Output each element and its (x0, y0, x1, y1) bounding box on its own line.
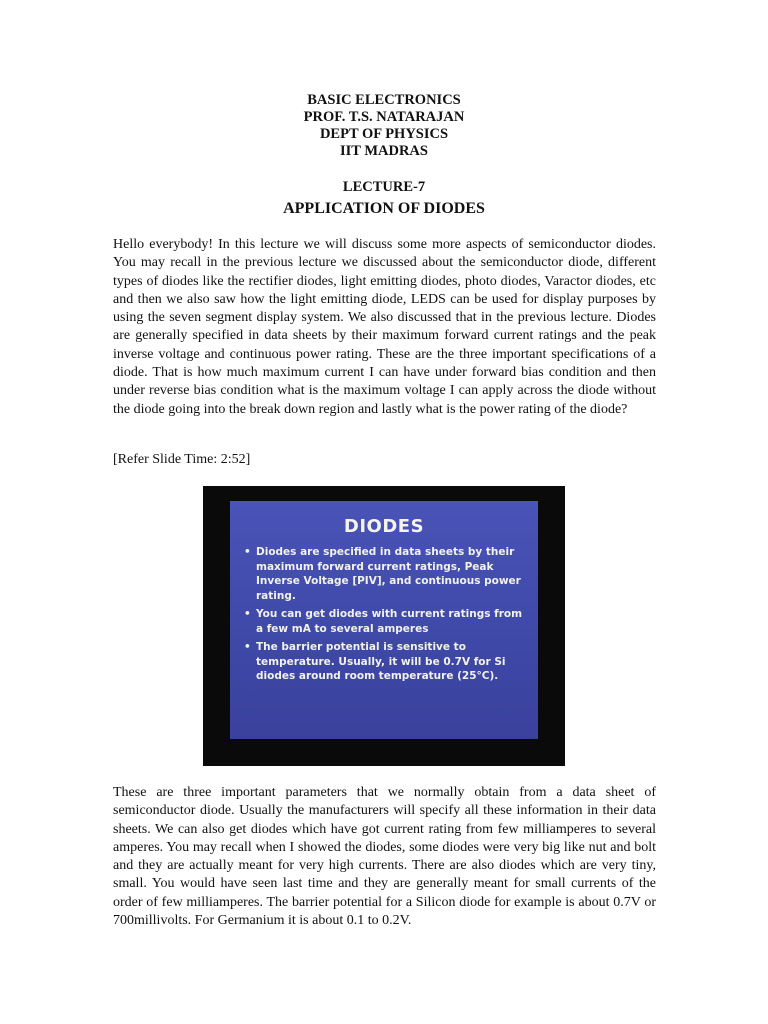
intro-paragraph: Hello everybody! In this lecture we will discuss some more aspects of semiconductor diodes. You may recall in the previous lecture we discussed about the semiconductor diode, different types of diodes like the rectifier diodes, light emitting diodes, photo diodes, Varactor diodes, etc and then we also saw how the light emitting diode, LEDS can be used for display purposes by using the seven segment display system. We also discussed that in the previous lecture. Diodes are generally specified in data sheets by their maximum forward current ratings and the peak inverse voltage and continuous power rating. These are the three important specifications of a diode. That is how much maximum current I can have under forward bias condition and then under reverse bias condition what is the maximum voltage I can apply across the diode without the diode going into the break down region and lastly what is the power rating of the diode? (113, 237, 656, 417)
slide-bullet (242, 640, 530, 684)
slide-image-frame (203, 486, 565, 766)
parameters-paragraph: These are three important parameters that we normally obtain from a data sheet of semiconductor diode. Usually the manufacturers will specify all these information in their data sheets. We can also get diodes which have got current rating from few milliamperes to several amperes. You may recall when I showed the diodes, some diodes were very big like nut and bolt and they are actually meant for very high currents. There are also diodes which are very tiny, small. You would have seen last time and they are generally meant for small currents of the order of few milliamperes. The barrier potential for a Silicon diode for example is about 0.7V or 700millivolts. For Germanium it is about 0.1 to 0.2V. (113, 785, 656, 929)
course-title: BASIC ELECTRONICS (307, 92, 461, 108)
slide-bullet-list (242, 545, 530, 688)
document-header (0, 92, 768, 160)
slide-title: DIODES (343, 516, 425, 537)
bullet-icon: • (244, 608, 251, 620)
slide-time-reference: [Refer Slide Time: 2:52] (113, 452, 251, 467)
slide-bullet-text: Diodes are specified in data sheets by their maximum forward current ratings, Peak Inverse Voltage [PIV], and continuous power rating. (256, 546, 521, 602)
department-name: DEPT OF PHYSICS (319, 126, 449, 142)
lecture-slide (230, 501, 538, 739)
institute-name: IIT MADRAS (340, 143, 428, 159)
professor-name: PROF. T.S. NATARAJAN (303, 109, 465, 125)
slide-bullet (242, 545, 530, 603)
slide-bullet-text: The barrier potential is sensitive to temperature. Usually, it will be 0.7V for Si diodes around room temperature (25°C). (256, 641, 506, 682)
lecture-number: LECTURE-7 (342, 179, 426, 195)
bullet-icon: • (244, 546, 251, 558)
slide-bullet-text: You can get diodes with current ratings from a few mA to several amperes (256, 608, 523, 635)
bullet-icon: • (244, 641, 251, 653)
slide-bullet (242, 607, 530, 636)
lecture-title: APPLICATION OF DIODES (283, 200, 485, 217)
